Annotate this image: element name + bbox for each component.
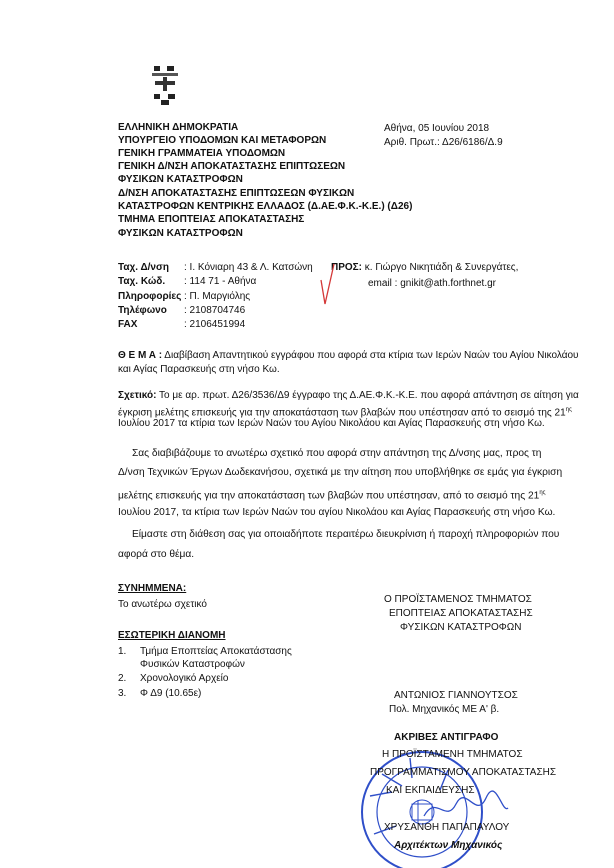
certified-copy-line-3: ΚΑΙ ΕΚΠΑΙΔΕΥΣΗΣ bbox=[386, 785, 475, 796]
distribution-item-1-cont: Φυσικών Καταστροφών bbox=[140, 659, 245, 670]
document-date: Αθήνα, 05 Ιουνίου 2018 bbox=[384, 123, 490, 134]
signatory-role: Πολ. Μηχανικός ΜΕ Α' β. bbox=[389, 704, 500, 715]
contact-label-phone: Τηλέφωνο bbox=[118, 305, 167, 316]
certified-copy-heading: ΑΚΡΙΒΕΣ ΑΝΤΙΓΡΑΦΟ bbox=[394, 732, 499, 743]
related-text-2: έγκριση μελέτης επισκευής για την αποκατάσταση των βλαβών που υπέστησαν από το σεισμό της 21 bbox=[118, 407, 566, 419]
subject-line-2: και Αγίας Παρασκευής στη νήσο Κω. bbox=[118, 364, 280, 375]
org-line-3: ΓΕΝΙΚΗ ΓΡΑΜΜΑΤΕΙΑ ΥΠΟΔΟΜΩΝ bbox=[118, 148, 286, 159]
handwritten-signature bbox=[420, 790, 510, 826]
body-p1-line-2: Δ/νση Τεχνικών Έργων Δωδεκανήσου, σχετικά με την αίτηση που υποβλήθηκε σε εμάς για έγκριση bbox=[118, 467, 563, 478]
distribution-item-1: Τμήμα Εποπτείας Αποκατάστασης bbox=[140, 646, 292, 657]
body-p1-line-4: Ιουλίου 2017, τα κτίρια των Ιερών Ναών του αγίου Νικολάου και Αγίας Παρασκευής στη νήσο Κω. bbox=[118, 507, 556, 518]
body-p2-line-2: αφορά στο θέμα. bbox=[118, 549, 195, 560]
org-line-4: ΓΕΝΙΚΗ Δ/ΝΣΗ ΑΠΟΚΑΤΑΣΤΑΣΗΣ ΕΠΙΠΤΩΣΕΩΝ bbox=[118, 161, 346, 172]
org-line-8: ΤΜΗΜΑ ΕΠΟΠΤΕΙΑΣ ΑΠΟΚΑΤΑΣΤΑΣΗΣ bbox=[118, 214, 305, 225]
org-line-5: ΦΥΣΙΚΩΝ ΚΑΤΑΣΤΡΟΦΩΝ bbox=[118, 174, 243, 185]
related-line-3: Ιουλίου 2017 τα κτίρια των Ιερών Ναών του Αγίου Νικολάου και Αγίας Παρασκευής στη νήσο Κω. bbox=[118, 418, 545, 429]
contact-label-address: Ταχ. Δ/νση bbox=[118, 262, 169, 273]
contact-value-address: : Ι. Κόνιαρη 43 & Λ. Κατσώνη bbox=[184, 262, 313, 273]
contact-label-postcode: Ταχ. Κώδ. bbox=[118, 276, 166, 287]
certified-copy-line-1: Η ΠΡΟΪΣΤΑΜΕΝΗ ΤΜΗΜΑΤΟΣ bbox=[382, 749, 523, 760]
recipient-name: κ. Γιώργο Νικητιάδη & Συνεργάτες, bbox=[362, 262, 519, 273]
protocol-number: Αριθ. Πρωτ.: Δ26/6186/Δ.9 bbox=[384, 137, 503, 148]
signatory-title-3: ΦΥΣΙΚΩΝ ΚΑΤΑΣΤΡΟΦΩΝ bbox=[400, 622, 522, 633]
contact-value-fax: : 2106451994 bbox=[184, 319, 246, 330]
contact-value-phone: : 2108704746 bbox=[184, 305, 246, 316]
related-superscript: ης bbox=[565, 407, 572, 413]
body-superscript: ης bbox=[539, 490, 546, 496]
recipient-label: ΠΡΟΣ: bbox=[331, 262, 363, 273]
org-line-7: ΚΑΤΑΣΤΡΟΦΩΝ ΚΕΝΤΡΙΚΗΣ ΕΛΛΑΔΟΣ (Δ.ΑΕ.Φ.Κ.-Κ.Ε.) (Δ26) bbox=[118, 201, 413, 212]
contact-value-info: : Π. Μαργιόλης bbox=[184, 291, 251, 302]
recipient-email: email : gnikit@ath.forthnet.gr bbox=[368, 278, 496, 289]
body-p2-line-1: Είμαστε στη διάθεση σας για οποιαδήποτε περαιτέρω διευκρίνιση ή παροχή πληροφοριών που bbox=[132, 529, 560, 540]
distribution-num-1: 1. bbox=[118, 646, 127, 657]
body-p1-line-1: Σας διαβιβάζουμε το ανωτέρω σχετικό που αφορά στην απάντηση της Δ/νσης μας, προς τη bbox=[132, 448, 542, 459]
contact-value-postcode: : 114 71 - Αθήνα bbox=[184, 276, 257, 287]
org-line-1: ΕΛΛΗΝΙΚΗ ΔΗΜΟΚΡΑΤΙΑ bbox=[118, 122, 239, 133]
distribution-num-3: 3. bbox=[118, 688, 127, 699]
distribution-num-2: 2. bbox=[118, 673, 127, 684]
attachments-text: Το ανωτέρω σχετικό bbox=[118, 599, 207, 610]
org-line-9: ΦΥΣΙΚΩΝ ΚΑΤΑΣΤΡΟΦΩΝ bbox=[118, 228, 243, 239]
distribution-heading: ΕΣΩΤΕΡΙΚΗ ΔΙΑΝΟΜΗ bbox=[118, 630, 226, 641]
signatory-title-1: Ο ΠΡΟΪΣΤΑΜΕΝΟΣ ΤΜΗΜΑΤΟΣ bbox=[384, 594, 532, 605]
pen-check-mark bbox=[318, 262, 336, 306]
subject-label: Θ Ε Μ Α : bbox=[118, 350, 163, 361]
related-line-1 bbox=[118, 390, 579, 403]
subject-text-1: Διαβίβαση Απαντητικού εγγράφου που αφορά στα κτίρια των Ιερών Ναών του Αγίου Νικολάου bbox=[162, 350, 579, 361]
certified-copy-role: Αρχιτέκτων Μηχανικός bbox=[394, 840, 503, 851]
related-text-1: Το με αρ. πρωτ. Δ26/3536/Δ9 έγγραφο της Δ.ΑΕ.Φ.Κ.-Κ.Ε. που αφορά απάντηση σε αίτηση για bbox=[156, 390, 579, 401]
certified-copy-line-2: ΠΡΟΓΡΑΜΜΑΤΙΣΜΟΥ ΑΠΟΚΑΤΑΣΤΑΣΗΣ bbox=[370, 767, 557, 778]
signatory-title-2: ΕΠΟΠΤΕΙΑΣ ΑΠΟΚΑΤΑΣΤΑΣΗΣ bbox=[389, 608, 533, 619]
related-label: Σχετικό: bbox=[118, 390, 157, 401]
org-line-6: Δ/ΝΣΗ ΑΠΟΚΑΤΑΣΤΑΣΗΣ ΕΠΙΠΤΩΣΕΩΝ ΦΥΣΙΚΩΝ bbox=[118, 188, 355, 199]
org-line-2: ΥΠΟΥΡΓΕΙΟ ΥΠΟΔΟΜΩΝ ΚΑΙ ΜΕΤΑΦΟΡΩΝ bbox=[118, 135, 327, 146]
distribution-item-3: Φ Δ9 (10.65ε) bbox=[140, 688, 202, 699]
contact-label-info: Πληροφορίες bbox=[118, 291, 182, 302]
subject-line-1 bbox=[118, 350, 579, 363]
distribution-item-2: Χρονολογικό Αρχείο bbox=[140, 673, 229, 684]
contact-label-fax: FAX bbox=[118, 319, 138, 330]
attachments-heading: ΣΥΝΗΜΜΕΝΑ: bbox=[118, 583, 187, 594]
certified-copy-name: ΧΡΥΣΑΝΘΗ ΠΑΠΑΠΑΥΛΟΥ bbox=[384, 822, 510, 833]
recipient-line-1 bbox=[331, 262, 518, 275]
greek-crest-emblem bbox=[152, 66, 178, 106]
body-p1-line-3 bbox=[118, 484, 546, 505]
signatory-name: ΑΝΤΩΝΙΟΣ ΓΙΑΝΝΟΥΤΣΟΣ bbox=[394, 690, 518, 701]
body-p1-text-3: μελέτης επισκευής για την αποκατάσταση των βλαβών που υπέστησαν, από το σεισμό της 21 bbox=[118, 490, 540, 502]
